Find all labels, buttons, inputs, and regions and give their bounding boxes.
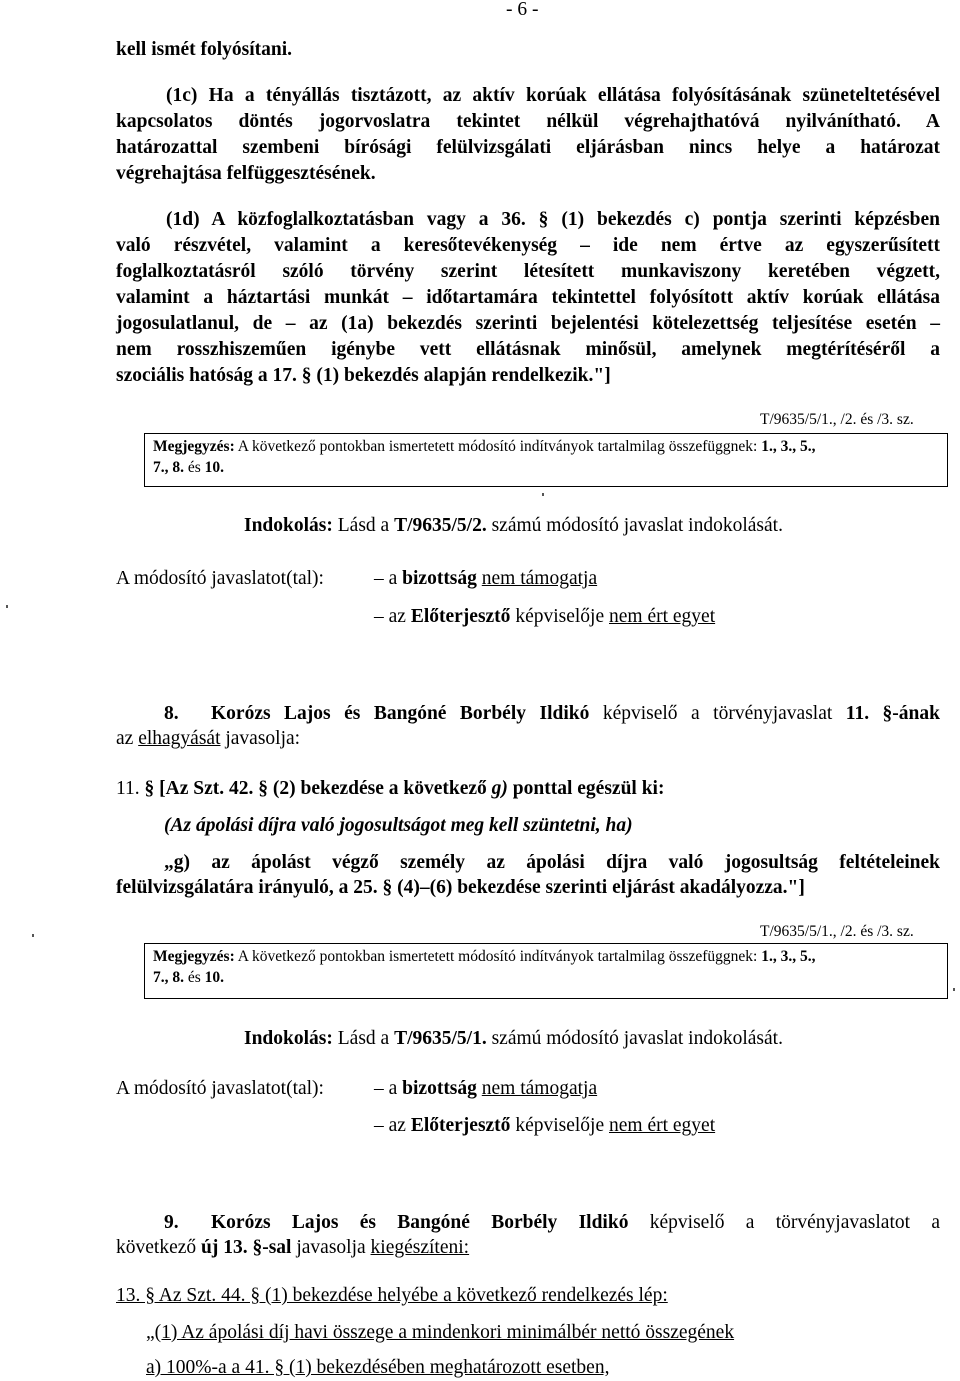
item-9-quote-1: „(1) Az ápolási díj havi összege a mindenkori minimálbér nettó összegének xyxy=(146,1322,735,1343)
sec-text: § [Az Szt. 42. § (2) bekezdése a következő xyxy=(144,778,492,799)
item-9-number: 9. xyxy=(164,1212,179,1233)
dash: – az xyxy=(374,1115,411,1136)
item-9-line-2 xyxy=(116,1235,469,1261)
para-1d-line-7: szociális hatóság a 17. § (1) bekezdés alapján rendelkezik."] xyxy=(116,365,611,386)
scan-speck xyxy=(6,605,8,608)
note-last: 10. xyxy=(204,459,225,476)
para-1c-line-3: határozattal szembeni bírósági felülvizsgálati eljárásban nincs helye a határozat xyxy=(116,137,940,158)
presenter-line-2 xyxy=(374,1113,715,1139)
note-text: A következő pontokban ismertetett módosító indítványok tartalmilag összefüggnek: xyxy=(234,948,762,965)
not-agree: nem ért egyet xyxy=(609,1115,716,1136)
dash: – a xyxy=(374,1078,403,1099)
item-8-line-1 xyxy=(211,701,940,727)
not-supported: nem támogatja xyxy=(481,568,598,589)
continuation-line: kell ismét folyósítani. xyxy=(116,39,293,60)
not-agree: nem ért egyet xyxy=(609,606,716,627)
item-9-mid-2: javasolja xyxy=(291,1237,371,1258)
item-8-post: javasolja: xyxy=(220,728,301,749)
item-9-section-line: 13. § Az Szt. 44. § (1) bekezdése helyébe a következő rendelkezés lép: xyxy=(116,1285,668,1306)
reasoning-text: Lásd a xyxy=(332,515,395,536)
para-1c-line-2: kapcsolatos döntés jogorvoslatra tekintet nélkül végrehajthatóvá nyilvánítható. A xyxy=(116,111,940,132)
para-1d-line-2: való részvétel, valamint a keresőtevékenység – ide nem értve az egyszerűsített xyxy=(116,235,940,256)
item-8-line-2 xyxy=(116,726,300,752)
authors: Korózs Lajos és Bangóné Borbély Ildikó xyxy=(211,1212,629,1233)
scan-speck xyxy=(542,493,544,496)
scan-speck xyxy=(32,934,34,937)
representative: képviselője xyxy=(510,1115,609,1136)
sec-text-2: ponttal egészül ki: xyxy=(507,778,665,799)
note-box xyxy=(144,433,948,487)
para-1d-line-1: (1d) A közfoglalkoztatásban vagy a 36. § (1) bekezdés c) pontja szerinti képzésben xyxy=(166,209,940,230)
note-numbers: 1., 3., 5., xyxy=(761,438,816,455)
reasoning-label: Indokolás: xyxy=(244,1028,333,1049)
item-9-quote-2: a) 100%-a a 41. § (1) bekezdésében meghatározott esetben, xyxy=(146,1357,610,1378)
page-number: - 6 - xyxy=(506,0,539,20)
item-8-action: elhagyását xyxy=(138,728,221,749)
item-8-quote-2: felülvizsgálatára irányuló, a 25. § (4)–(6) bekezdése szerinti eljárást akadályozza."] xyxy=(116,877,805,898)
reasoning-text-2: számú módosító javaslat indokolását. xyxy=(486,1028,783,1049)
item-9-action: kiegészíteni: xyxy=(370,1237,470,1258)
note-numbers-2: 7., 8. xyxy=(153,969,184,986)
presenter: Előterjesztő xyxy=(410,606,511,627)
authors: Korózs Lajos és Bangóné Borbély Ildikó xyxy=(211,703,590,724)
reasoning-label: Indokolás: xyxy=(244,515,333,536)
reasoning-text-2: számú módosító javaslat indokolását. xyxy=(486,515,783,536)
sec-num: 11. xyxy=(116,778,145,799)
committee-line xyxy=(374,566,597,592)
amendment-reference: T/9635/5/1., /2. és /3. sz. xyxy=(760,411,914,428)
note-last: 10. xyxy=(204,969,225,986)
note-numbers: 1., 3., 5., xyxy=(761,948,816,965)
item-8-section: 11. §-ának xyxy=(845,703,940,724)
amendment-reference-2: T/9635/5/1., /2. és /3. sz. xyxy=(760,923,914,940)
item-8-italic-line: (Az ápolási díjra való jogosultságot meg kell szüntetni, ha) xyxy=(164,815,633,836)
dash: – az xyxy=(374,606,411,627)
representative: képviselője xyxy=(510,606,609,627)
item-8-mid: képviselő a törvényjavaslat xyxy=(589,703,846,724)
presenter: Előterjesztő xyxy=(410,1115,511,1136)
note-and: és xyxy=(184,459,205,476)
committee: bizottság xyxy=(402,568,477,589)
reasoning-line xyxy=(244,513,783,539)
item-8-section-line xyxy=(116,776,664,802)
item-8-pre: az xyxy=(116,728,139,749)
sec-g: g) xyxy=(491,778,508,799)
note-box-2 xyxy=(144,943,948,999)
para-1d-line-3: foglalkoztatásról szóló törvény szerint létesített munkaviszony keretében végzett, xyxy=(116,261,940,282)
committee-line-2 xyxy=(374,1076,597,1102)
note-text: A következő pontokban ismertetett módosító indítványok tartalmilag összefüggnek: xyxy=(234,438,762,455)
proposal-label: A módosító javaslatot(tal): xyxy=(116,568,324,589)
item-9-line-1 xyxy=(211,1210,940,1236)
para-1d-line-4: valamint a háztartási munkát – időtartamára tekintettel folyósított aktív korúak ellátása xyxy=(116,287,940,308)
para-1c-line-1: (1c) Ha a tényállás tisztázott, az aktív korúak ellátása folyósításának szüneteltetésével xyxy=(166,85,940,106)
para-1d-line-6: nem rosszhiszeműen igénybe vett ellátásnak minősül, amelynek megtérítéséről a xyxy=(116,339,940,360)
dash: – a xyxy=(374,568,403,589)
para-1c-line-4: végrehajtása felfüggesztésének. xyxy=(116,163,376,184)
reasoning-line-2 xyxy=(244,1026,783,1052)
note-and: és xyxy=(184,969,205,986)
scan-speck xyxy=(953,988,955,991)
note-label: Megjegyzés: xyxy=(153,948,235,965)
proposal-label-2: A módosító javaslatot(tal): xyxy=(116,1078,324,1099)
reasoning-doc: T/9635/5/2. xyxy=(394,515,487,536)
reasoning-doc: T/9635/5/1. xyxy=(394,1028,487,1049)
not-supported: nem támogatja xyxy=(481,1078,598,1099)
para-1d-line-5: jogosulatlanul, de – az (1a) bekezdés szerinti bejelentési kötelezettség teljesítése esetén – xyxy=(116,313,940,334)
presenter-line xyxy=(374,604,715,630)
note-label: Megjegyzés: xyxy=(153,438,235,455)
committee: bizottság xyxy=(402,1078,477,1099)
item-8-quote-1: „g) az ápolást végző személy az ápolási díjra való jogosultság feltételeinek xyxy=(164,852,940,873)
note-numbers-2: 7., 8. xyxy=(153,459,184,476)
item-9-pre: következő xyxy=(116,1237,202,1258)
item-8-number: 8. xyxy=(164,703,179,724)
item-9-new-section: új 13. §-sal xyxy=(201,1237,292,1258)
reasoning-text: Lásd a xyxy=(332,1028,395,1049)
item-9-mid: képviselő a törvényjavaslatot a xyxy=(628,1212,940,1233)
